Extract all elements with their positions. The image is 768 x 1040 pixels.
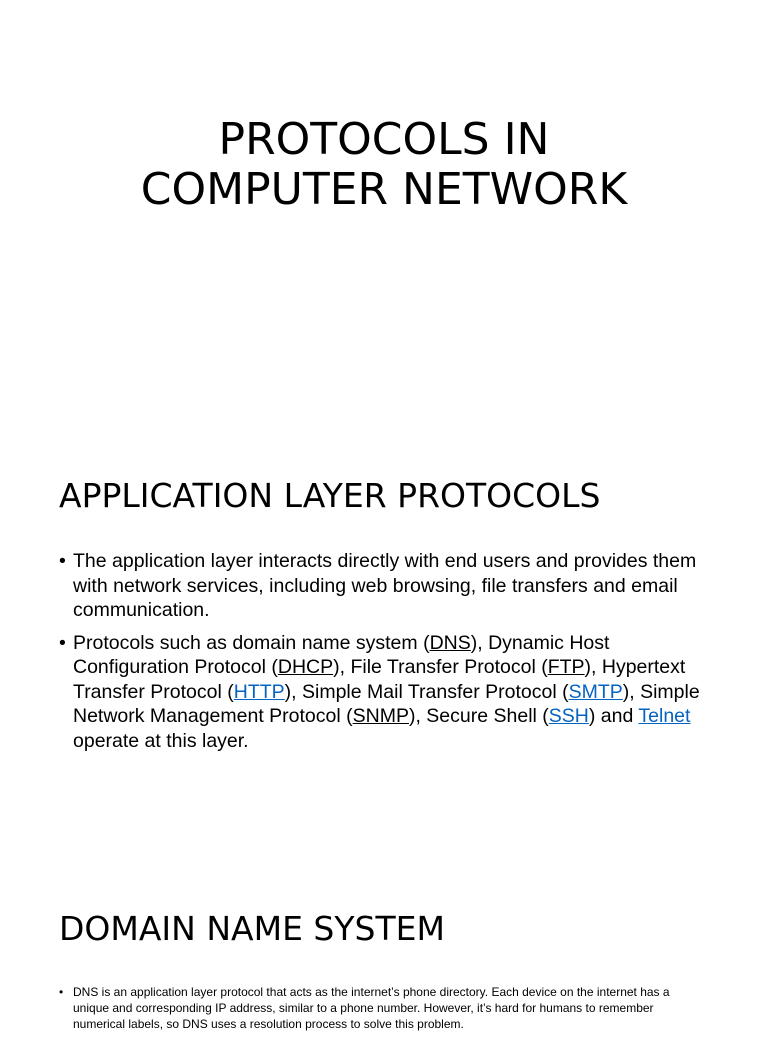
bullet-list <box>59 549 719 761</box>
bullet-text-part: operate at this layer. <box>73 729 249 752</box>
http-link[interactable]: HTTP <box>233 680 285 703</box>
bullet-list <box>59 984 699 1040</box>
title-slide <box>0 0 768 400</box>
bullet-icon: • <box>59 985 64 999</box>
ftp-link[interactable]: FTP <box>547 656 585 678</box>
bullet-text-part: ), Secure Shell ( <box>408 705 549 727</box>
smtp-link[interactable]: SMTP <box>568 680 623 703</box>
slide-title <box>0 115 768 215</box>
snmp-link[interactable]: SNMP <box>352 705 409 727</box>
bullet-item <box>59 631 719 754</box>
application-layer-slide <box>0 440 768 860</box>
ssh-link[interactable]: SSH <box>548 705 589 727</box>
bullet-text-part: ), Simple Mail Transfer Protocol ( <box>284 680 569 703</box>
bullet-item <box>59 984 699 1032</box>
dns-link[interactable]: DNS <box>429 631 471 654</box>
bullet-text: The application layer interacts directly with end users and provides them with network services, including web browsing, file transfers and email communication. <box>73 550 697 621</box>
dhcp-link[interactable]: DHCP <box>277 656 334 678</box>
title-line-2: COMPUTER NETWORK <box>140 164 628 215</box>
bullet-text-part: ), Dynamic Host Configuration Protocol ( <box>73 631 610 678</box>
bullet-item <box>59 549 719 623</box>
bullet-icon: • <box>59 550 66 572</box>
telnet-link[interactable]: Telnet <box>638 705 691 727</box>
bullet-text-part: ), File Transfer Protocol ( <box>333 656 548 678</box>
bullet-text-part: ), Hypertext Transfer Protocol ( <box>73 656 686 703</box>
slide-heading: APPLICATION LAYER PROTOCOLS <box>59 476 601 515</box>
bullet-text: DNS is an application layer protocol that acts as the internet’s phone directory. Each device on the internet has a unique and corresponding IP address, similar to a phone number. However, it’s hard for humans to remember numerical labels, so DNS uses a resolution process to solve this problem. <box>73 985 670 1031</box>
bullet-text-part: ) and <box>588 705 639 727</box>
bullet-text-part: ), Simple Network Management Protocol ( <box>73 680 700 727</box>
slide-heading: DOMAIN NAME SYSTEM <box>59 909 445 948</box>
title-line-1: PROTOCOLS IN <box>218 114 550 165</box>
bullet-text-part: Protocols such as domain name system ( <box>73 631 430 654</box>
bullet-icon: • <box>59 631 66 654</box>
domain-name-system-slide <box>0 880 768 1031</box>
